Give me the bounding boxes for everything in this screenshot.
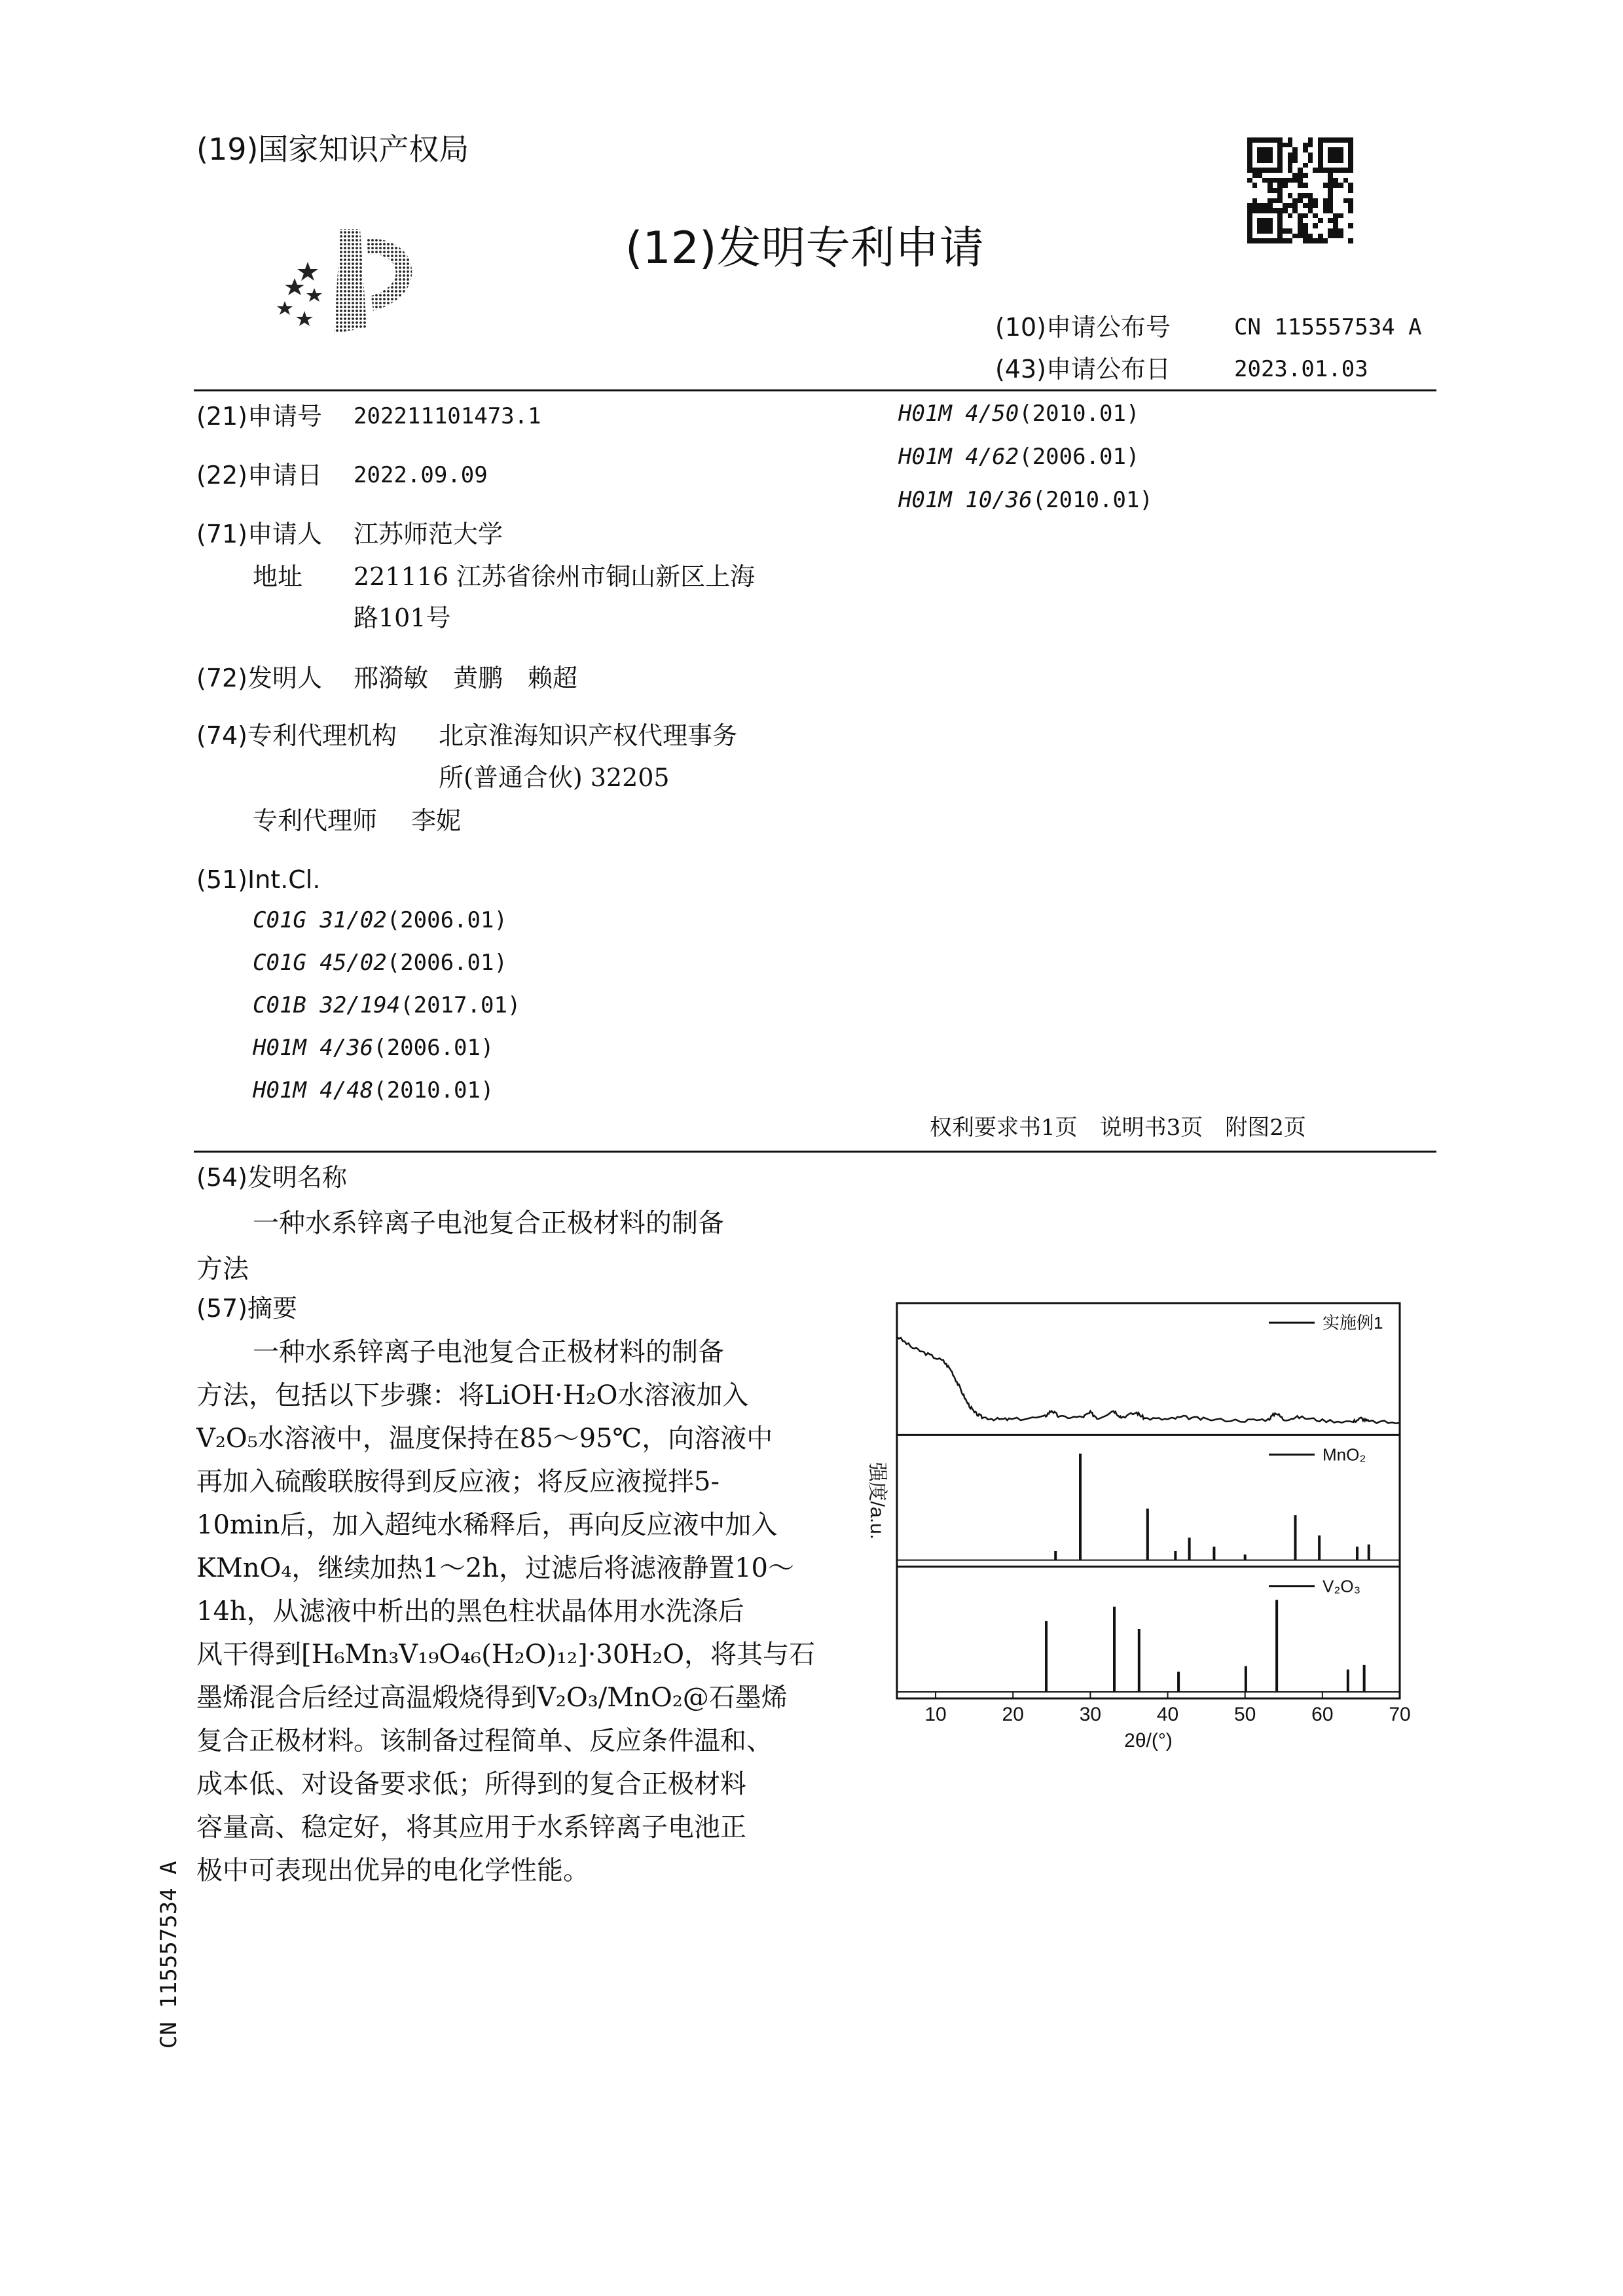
abstract-line: 再加入硫酸联胺得到反应液；将反应液搅拌5- <box>196 1467 720 1497</box>
ipc-version: (2010.01) <box>373 1077 494 1103</box>
abstract-line: 墨烯混合后经过高温煅烧得到V₂O₃/MnO₂@石墨烯 <box>196 1683 788 1713</box>
inventor-label: (72)发明人 <box>196 664 323 692</box>
ipc-entry <box>253 907 520 950</box>
abstract-line: 10min后，加入超纯水稀释后，再向反应液中加入 <box>196 1510 778 1540</box>
abstract-line: 复合正极材料。该制备过程简单、反应条件温和、 <box>196 1726 773 1756</box>
abstract-line: 方法，包括以下步骤：将LiOH·H₂O水溶液加入 <box>196 1380 749 1410</box>
x-tick-label: 60 <box>1311 1704 1334 1725</box>
publication-date-value: 2023.01.03 <box>1234 356 1368 382</box>
abstract-body <box>196 1331 816 1892</box>
cnipa-logo-icon <box>268 223 439 340</box>
qr-code-icon <box>1247 137 1353 243</box>
applicant-label: (71)申请人 <box>196 520 323 548</box>
invention-title-label: (54)发明名称 <box>196 1163 348 1192</box>
address-line-1: 221116 江苏省徐州市铜山新区上海 <box>354 562 756 591</box>
ipc-version: (2010.01) <box>1032 487 1153 513</box>
ipc-version: (2006.01) <box>386 907 507 933</box>
abstract-line: 极中可表现出优异的电化学性能。 <box>196 1856 589 1886</box>
series-line-example1 <box>897 1337 1400 1424</box>
address-line-2: 路101号 <box>354 603 451 632</box>
inventor-value: 邢漪敏 黄鹏 赖超 <box>354 664 578 692</box>
publication-date-label: (43)申请公布日 <box>995 355 1171 384</box>
doc-type-title: (12)发明专利申请 <box>625 223 984 274</box>
abstract-line: 风干得到[H₆Mn₃V₁₉O₄₆(H₂O)₁₂]·30H₂O，将其与石 <box>196 1640 816 1670</box>
application-number-value: 202211101473.1 <box>354 403 541 429</box>
legend-label: 实施例1 <box>1322 1313 1383 1333</box>
filing-date-label: (22)申请日 <box>196 461 323 490</box>
agency-line-2: 所(普通合伙) 32205 <box>439 763 670 792</box>
ipc-entry <box>898 487 1153 530</box>
page-count-info: 权利要求书1页 说明书3页 附图2页 <box>930 1115 1306 1141</box>
header-rule <box>194 389 1436 391</box>
x-tick-label: 70 <box>1389 1704 1411 1725</box>
xrd-figure <box>845 1299 1447 1757</box>
applicant-value: 江苏师范大学 <box>354 520 503 548</box>
abstract-line: V₂O₅水溶液中，温度保持在85～95℃，向溶液中 <box>196 1424 773 1454</box>
publication-number-value: CN 115557534 A <box>1234 314 1422 340</box>
legend-label: V₂O₃ <box>1322 1576 1361 1596</box>
ipc-code: C01B 32/194 <box>253 992 401 1018</box>
abstract-line: KMnO₄，继续加热1～2h，过滤后将滤液静置10～ <box>196 1553 794 1583</box>
agent-value: 李妮 <box>411 806 462 835</box>
plot-frame <box>897 1303 1400 1698</box>
agency-line-1: 北京淮海知识产权代理事务 <box>439 721 738 750</box>
ipc-entry <box>898 444 1153 487</box>
y-axis-title: 强度/a.u. <box>866 1462 888 1540</box>
ipc-version: (2006.01) <box>1019 444 1140 470</box>
abstract-line: 14h，从滤液中析出的黑色柱状晶体用水洗涤后 <box>196 1596 744 1626</box>
ipc-code: H01M 4/50 <box>898 401 1019 427</box>
ipc-code: C01G 31/02 <box>253 907 387 933</box>
ipc-entry <box>898 401 1153 444</box>
agency-label: (74)专利代理机构 <box>196 721 397 750</box>
office-name: (19)国家知识产权局 <box>196 132 469 167</box>
x-tick-label: 40 <box>1156 1704 1179 1725</box>
ipc-version: (2006.01) <box>373 1035 494 1061</box>
ipc-code: H01M 4/48 <box>253 1077 374 1103</box>
ipc-code: H01M 4/62 <box>898 444 1019 470</box>
x-tick-label: 10 <box>924 1704 947 1725</box>
ipc-entry <box>253 1035 520 1077</box>
ipc-entry <box>253 950 520 992</box>
ipc-version: (2010.01) <box>1019 401 1140 427</box>
ipc-left-list <box>253 907 520 1120</box>
ipc-version: (2006.01) <box>386 950 507 976</box>
ipc-code: H01M 10/36 <box>898 487 1032 513</box>
biblio-rule <box>194 1151 1436 1153</box>
filing-date-value: 2022.09.09 <box>354 462 488 488</box>
x-tick-label: 50 <box>1234 1704 1256 1725</box>
ipc-entry <box>253 992 520 1035</box>
ipc-right-list <box>898 401 1153 530</box>
ipc-version: (2017.01) <box>400 992 521 1018</box>
publication-number-label: (10)申请公布号 <box>995 313 1171 342</box>
ipc-code: H01M 4/36 <box>253 1035 374 1061</box>
side-publication-number: CN 115557534 A <box>156 1861 182 2049</box>
int-cl-label: (51)Int.Cl. <box>196 865 321 894</box>
address-label: 地址 <box>253 562 303 591</box>
ipc-code: C01G 45/02 <box>253 950 387 976</box>
abstract-label: (57)摘要 <box>196 1294 298 1323</box>
agent-label: 专利代理师 <box>253 806 378 835</box>
invention-title-line-2: 方法 <box>196 1254 249 1284</box>
x-axis-title: 2θ/(°) <box>1124 1730 1173 1751</box>
x-tick-label: 30 <box>1079 1704 1102 1725</box>
x-tick-label: 20 <box>1002 1704 1024 1725</box>
invention-title-line-1: 一种水系锌离子电池复合正极材料的制备 <box>253 1208 724 1238</box>
abstract-line: 一种水系锌离子电池复合正极材料的制备 <box>253 1337 724 1367</box>
application-number-label: (21)申请号 <box>196 402 323 431</box>
legend-label: MnO₂ <box>1322 1444 1366 1465</box>
ipc-entry <box>253 1077 520 1120</box>
abstract-line: 成本低、对设备要求低；所得到的复合正极材料 <box>196 1769 746 1799</box>
abstract-line: 容量高、稳定好，将其应用于水系锌离子电池正 <box>196 1812 746 1842</box>
